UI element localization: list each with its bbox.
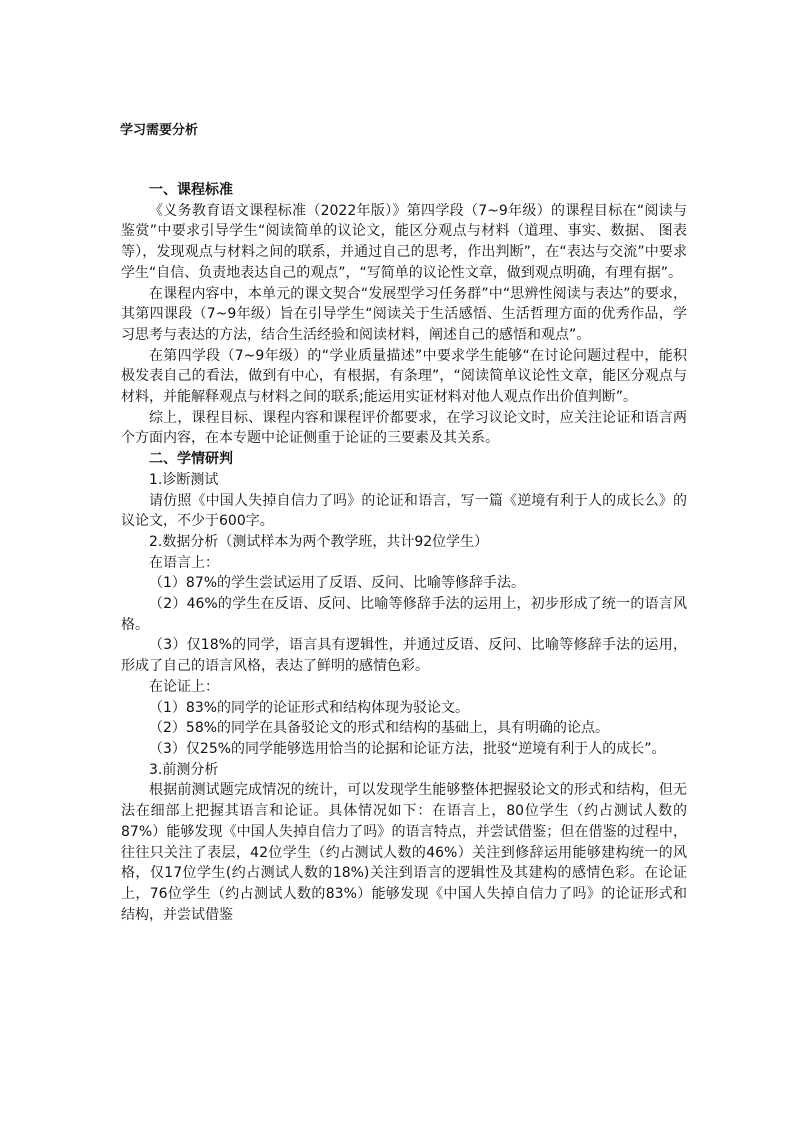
section-heading-curriculum: 一、课程标准 <box>149 182 233 198</box>
list-item: （1）87%的学生尝试运用了反语、反问、比喻等修辞手法。 <box>149 575 526 592</box>
paragraph: 请仿照《中国人失掉自信力了吗》的论证和语言，写一篇《逆境有利于人的成长么》的议论文，不少于600字。 <box>121 492 687 530</box>
subheading-pretest-analysis: 3.前测分析 <box>149 761 219 778</box>
list-item: （2）58%的同学在具备驳论文的形式和结构的基础上，具有明确的论点。 <box>149 720 610 737</box>
label-argument: 在论证上： <box>149 678 219 695</box>
document-body <box>121 180 687 925</box>
paragraph: 根据前测试题完成情况的统计，可以发现学生能够整体把握驳论文的形式和结构，但无法在细部上把握其语言和论证。具体情况如下：在语言上，80位学生（约占测试人数的87%）能够发现《中国人失掉自信力了吗》的语言特点，并尝试借鉴；但在借鉴的过程中，往往只关注了表层，42位学生（约占测试人数的46%）关注到修辞运用能够建构统一的风格，仅17位学生(约占测试人数的18%)关注到语言的逻辑性及其建构的感情色彩。在论证上，76位学生（约占测试人数的83%）能够发现《中国人失掉自信力了吗》的论证形式和结构，并尝试借鉴 <box>121 782 687 923</box>
paragraph: 在第四学段（7~9年级）的“学业质量描述”中要求学生能够“在讨论问题过程中，能积极发表自己的看法，做到有中心，有根据，有条理”，“阅读简单议论性文章，能区分观点与材料，并能解释观点与材料之间的联系;能运用实证材料对他人观点作出价值判断”。 <box>121 347 687 406</box>
subheading-diagnostic-test: 1.诊断测试 <box>149 471 219 488</box>
label-language: 在语言上： <box>149 554 219 571</box>
subheading-data-analysis: 2.数据分析（测试样本为两个教学班，共计92位学生） <box>149 533 489 550</box>
section-heading-student-analysis: 二、学情研判 <box>149 451 233 468</box>
paragraph: 综上，课程目标、课程内容和课程评价都要求，在学习议论文时，应关注论证和语言两个方面内容，在本专题中论证侧重于论证的三要素及其关系。 <box>121 409 687 447</box>
paragraph: 在课程内容中，本单元的课文契合“发展型学习任务群”中“思辨性阅读与表达”的要求，其第四课段（7~9年级）旨在引导学生“阅读关于生活感悟、生活哲理方面的优秀作品，学习思考与表达的方法，结合生活经验和阅读材料，阐述自己的感悟和观点”。 <box>121 285 687 343</box>
paragraph: 《义务教育语文课程标准（2022年版）》第四学段（7~9年级）的课程目标在“阅读与鉴赏”中要求引导学生“阅读简单的议论文，能区分观点与材料（道理、事实、数据、 图表等），发现观点与材料之间的联系，并通过自己的思考，作出判断”，在“表达与交流”中要求学生“自信、负责地表达自己的观点”，“写简单的议论性文章，做到观点明确，有理有据”。 <box>121 202 687 281</box>
page-title: 学习需要分析 <box>120 123 199 138</box>
list-item: （3）仅25%的同学能够选用恰当的论据和论证方法，批驳“逆境有利于人的成长”。 <box>149 740 666 757</box>
list-item: （2）46%的学生在反语、反问、比喻等修辞手法的运用上，初步形成了统一的语言风格。 <box>121 596 687 633</box>
list-item: （1）83%的同学的论证形式和结构体现为驳论文。 <box>149 699 470 716</box>
list-item: （3）仅18%的同学，语言具有逻辑性，并通过反语、反问、比喻等修辞手法的运用，形成了自己的语言风格，表达了鲜明的感情色彩。 <box>121 637 687 675</box>
